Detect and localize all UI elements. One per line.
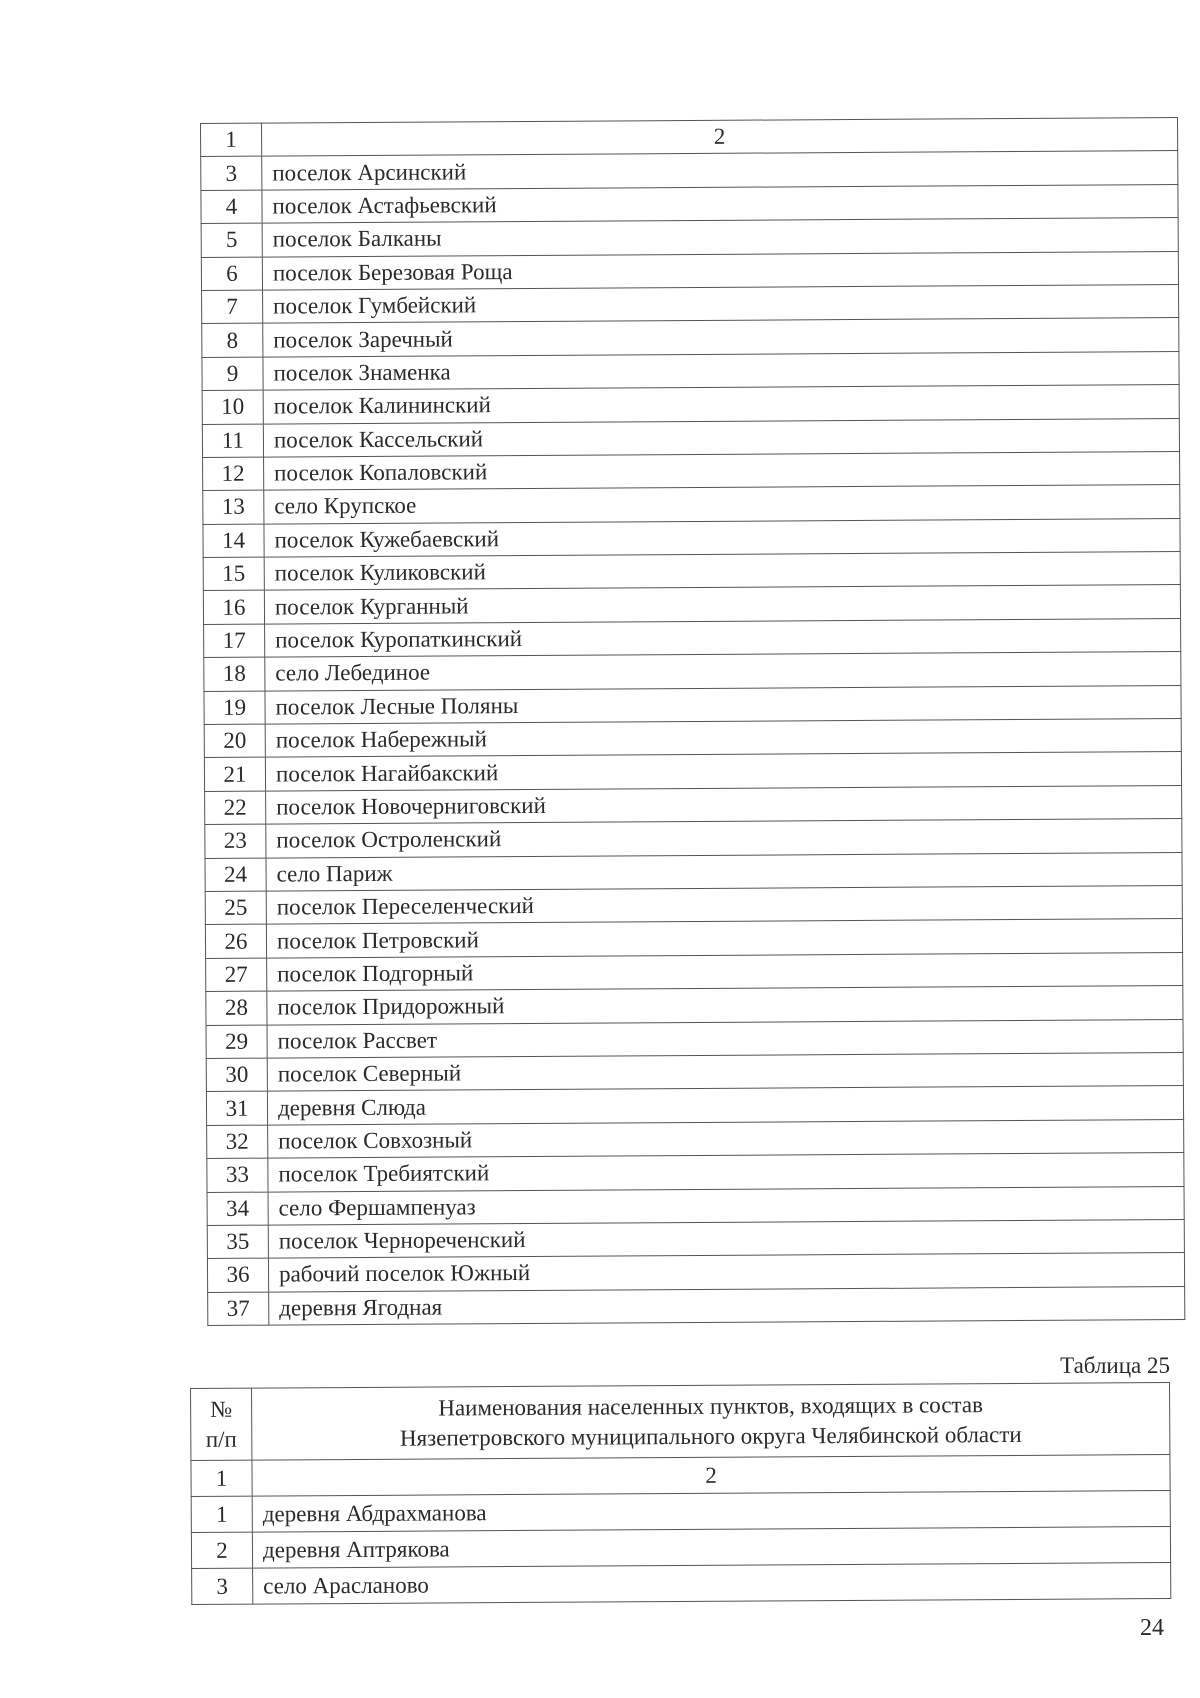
table-caption: Таблица 25 [1060,1353,1170,1378]
row-number: 11 [202,424,263,458]
settlement-name: поселок Астафьевский [262,184,1178,223]
settlement-name: поселок Заречный [263,318,1179,357]
settlement-name: поселок Нагайбакский [265,752,1181,791]
row-number: 33 [207,1158,268,1192]
row-number: 3 [192,1568,253,1604]
column-number-2: 2 [262,118,1178,157]
row-number: 19 [204,691,265,725]
settlement-name: село Крупское [264,485,1180,524]
table-row [192,1563,1171,1605]
column-number-1: 1 [191,1460,252,1496]
header-number-line1: № [210,1396,233,1422]
settlement-name: поселок Кужебаевский [264,518,1180,557]
row-number: 24 [205,858,266,892]
settlement-name: поселок Курганный [264,585,1180,624]
row-number: 29 [206,1025,267,1059]
settlement-name: село Лебединое [265,652,1181,691]
row-number: 12 [203,457,264,491]
row-number: 25 [205,891,266,925]
row-number: 30 [206,1058,267,1092]
row-number: 37 [208,1292,269,1326]
header-name-line2: Нязепетровского муниципального округа Челябинской области [399,1421,1022,1451]
row-number: 28 [206,991,267,1025]
column-number-1: 1 [201,123,262,157]
settlement-name: поселок Знаменка [263,351,1179,390]
settlement-name: поселок Требиятский [268,1153,1184,1192]
row-number: 23 [205,824,266,858]
settlement-name: деревня Слюда [267,1086,1183,1125]
settlement-name: деревня Абдрахманова [252,1491,1170,1533]
settlement-name: поселок Чернореченский [268,1219,1184,1258]
row-number: 18 [204,657,265,691]
row-number: 6 [201,257,262,291]
table-header-row [191,1383,1170,1461]
row-number: 35 [207,1225,268,1259]
settlement-name: поселок Куликовский [264,552,1180,591]
settlement-name: поселок Куропаткинский [265,618,1181,657]
row-number: 26 [205,924,266,958]
row-number: 31 [206,1091,267,1125]
settlement-name: поселок Переселенческий [266,885,1182,924]
row-number: 34 [207,1192,268,1226]
row-number: 9 [202,357,263,391]
column-number-2: 2 [252,1455,1170,1497]
row-number: 3 [201,157,262,191]
settlement-name: село Фершампенуаз [268,1186,1184,1225]
settlements-table-continued [200,117,1185,1326]
header-name-line1: Наименования населенных пунктов, входящих в состав [438,1391,983,1420]
row-number: 13 [203,490,264,524]
settlement-name: поселок Подгорный [267,952,1183,991]
column-numbering-row [191,1455,1170,1497]
header-name-cell [252,1383,1170,1461]
header-number-line2: п/п [205,1426,237,1452]
row-number: 7 [202,290,263,324]
row-number: 16 [203,591,264,625]
row-number: 21 [204,758,265,792]
table-row [208,1286,1185,1325]
row-number: 32 [207,1125,268,1159]
row-number: 4 [201,190,262,224]
settlement-name: поселок Лесные Поляны [265,685,1181,724]
row-number: 2 [191,1532,252,1568]
settlement-name: село Париж [266,852,1182,891]
settlement-name: деревня Аптрякова [252,1527,1170,1569]
settlement-name: поселок Придорожный [267,986,1183,1025]
row-number: 20 [204,724,265,758]
table-25-body [191,1383,1171,1605]
settlement-name: поселок Совхозный [268,1119,1184,1158]
settlement-name: поселок Петровский [266,919,1182,958]
settlement-name: деревня Ягодная [269,1286,1185,1325]
settlement-name: поселок Новочерниговский [266,785,1182,824]
settlement-name: поселок Гумбейский [263,284,1179,323]
row-number: 15 [203,557,264,591]
row-number: 8 [202,323,263,357]
settlement-name: поселок Набережный [265,719,1181,758]
settlement-name: село Арасланово [253,1563,1171,1605]
settlement-name: поселок Копаловский [264,451,1180,490]
row-number: 27 [206,958,267,992]
row-number: 36 [207,1258,268,1292]
page-number: 24 [1140,1615,1164,1641]
settlement-name: рабочий поселок Южный [268,1253,1184,1292]
settlement-name: поселок Калининский [263,385,1179,424]
row-number: 5 [201,223,262,257]
settlement-name: поселок Кассельский [263,418,1179,457]
table-body [201,118,1185,1326]
header-number-cell [191,1388,252,1460]
table-row [191,1491,1170,1533]
row-number: 1 [191,1496,252,1532]
table-25 [190,1382,1171,1605]
row-number: 22 [205,791,266,825]
table-row [191,1527,1170,1569]
settlement-name: поселок Остроленский [266,819,1182,858]
settlement-name: поселок Рассвет [267,1019,1183,1058]
settlement-name: поселок Балканы [262,218,1178,257]
settlement-name: поселок Березовая Роща [262,251,1178,290]
settlement-name: поселок Арсинский [262,151,1178,190]
row-number: 14 [203,524,264,558]
row-number: 17 [204,624,265,658]
row-number: 10 [202,390,263,424]
settlement-name: поселок Северный [267,1052,1183,1091]
